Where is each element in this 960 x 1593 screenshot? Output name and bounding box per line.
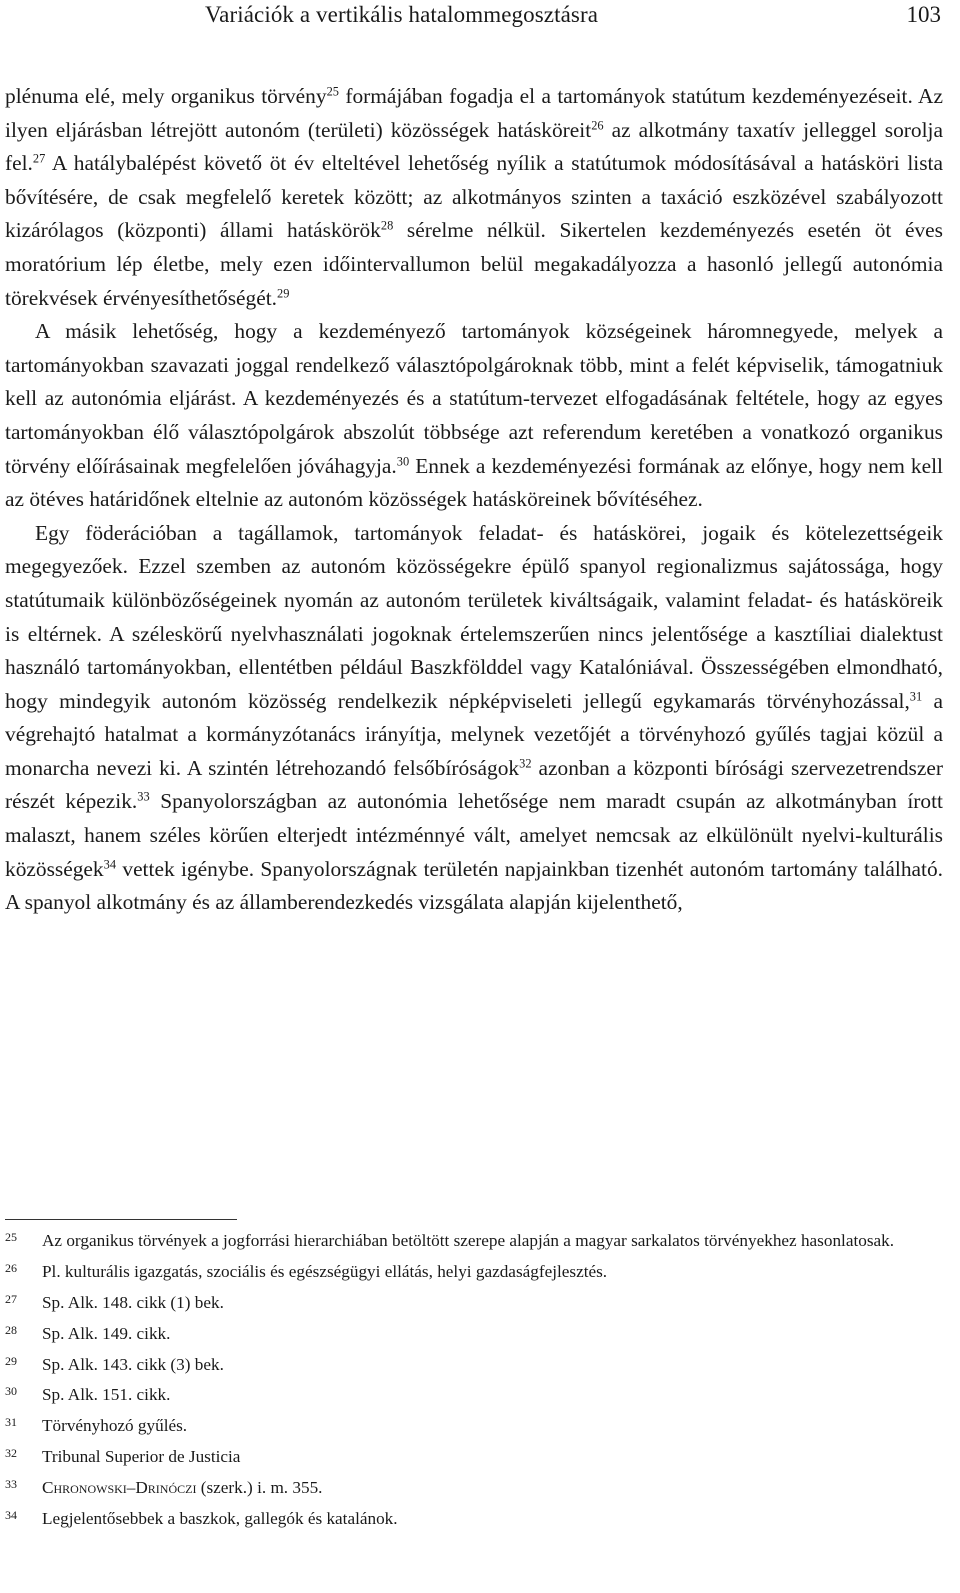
- body-text: [5, 80, 943, 920]
- footnote-text: Sp. Alk. 151. cikk.: [42, 1385, 171, 1405]
- footnote-number: 34: [5, 1508, 17, 1523]
- footnote: [5, 1412, 940, 1441]
- p1-text-1: plénuma elé, mely organikus törvény: [5, 84, 327, 108]
- footnote-ref-33: 33: [137, 789, 150, 804]
- footnote-number: 28: [5, 1322, 17, 1337]
- footnote-number: 27: [5, 1291, 17, 1306]
- p3-text-5: vettek igénybe. Spanyolországnak területén napjainkban tizenhét autonóm tartomány található. A spanyol alkotmány és az államberendezkedés vizsgálata alapján kijelenthető,: [5, 856, 943, 915]
- p3-text-2: a végrehajtó hatalmat a kormányzótanács irányítja, melynek vezetőjét a törvényhozó gyűlés tagjai közül a monarcha nevezi ki. A szintén létrehozandó felsőbíróságok: [5, 688, 943, 780]
- p1-text-3: az alkotmány taxatív jelleggel sorolja fel.: [5, 117, 943, 176]
- footnote-ref-25: 25: [326, 84, 339, 99]
- footnote-number: 30: [5, 1384, 17, 1399]
- footnote-ref-27: 27: [32, 151, 46, 166]
- footnote-number: 33: [5, 1477, 17, 1492]
- p1-text-4: A hatálybalépést követő öt év elteltével lehetőség nyílik a statútumok módosításával a hatásköri lista bővítésére, de csak megfelelő keretek között; az alkotmányos szinten a taxáció eszközével szabályozott kizárólagos (központi) állami hatáskörök: [5, 151, 943, 243]
- p2-text-2: Ennek a kezdeményezési formának az előnye, hogy nem kell az ötéves határidőnek eltelnie az autonóm közösségek hatásköreinek bővítéséhez.: [5, 453, 943, 512]
- footnote: [5, 1505, 940, 1534]
- footnote-text: Tribunal Superior de Justicia: [42, 1447, 241, 1467]
- footnote-number: 31: [5, 1415, 17, 1430]
- footnote-ref-34: 34: [103, 856, 117, 871]
- footnote-ref-31: 31: [909, 689, 923, 703]
- footnote: [5, 1381, 940, 1410]
- footnote: [5, 1258, 940, 1287]
- footnote-text: (szerk.) i. m. 355.: [196, 1478, 323, 1498]
- p3-text-4: Spanyolországban az autonómia lehetősége nem maradt csupán az alkotmányban írott malaszt, hanem széles körűen elterjedt intézménnyé vált, amelyet nemcsak az elkülönült nyelvi-kulturális közösségek: [5, 789, 943, 881]
- footnote: [5, 1474, 940, 1503]
- page-number: 103: [906, 2, 941, 27]
- footnote-number: 29: [5, 1353, 17, 1368]
- footnotes: [5, 1227, 940, 1536]
- footnote: [5, 1227, 940, 1256]
- footnote-ref-32: 32: [519, 756, 532, 771]
- footnote-number: 25: [5, 1230, 17, 1244]
- paragraph-1: [5, 80, 943, 315]
- footnote-text: Sp. Alk. 149. cikk.: [42, 1323, 171, 1343]
- page-header: [0, 0, 960, 40]
- p3-text-3: azonban a központi bírósági szervezetrendszer részét képezik.: [5, 755, 943, 814]
- p3-text-1: Egy föderációban a tagállamok, tartományok feladat- és hatáskörei, jogaik és kötelezettségeik megegyezőek. Ezzel szemben az autonóm közösségekre épülő spanyol regionalizmus sajátossága, hogy statútumaik különbözőségeinek nyomán az autonóm területek kiváltságaik, valamint feladat- és hatásköreik is eltérnek. A széleskörű nyelvhasználati jogoknak értelemszerűen nincs jelentősége a kasztíliai dialektust használó tartományokban, ellentétben például Baszkfölddel vagy Katalóniával. Összességében elmondható, hogy mindegyik autonóm közösség rendelkezik népképviseleti jellegű egykamarás törvényhozással,: [5, 520, 943, 713]
- paragraph-2: [5, 315, 943, 517]
- footnote: [5, 1289, 940, 1318]
- footnote-text: Sp. Alk. 148. cikk (1) bek.: [42, 1292, 224, 1312]
- footnote-number: 32: [5, 1446, 17, 1461]
- footnote-ref-26: 26: [591, 117, 604, 132]
- p1-text-2: formájában fogadja el a tartományok statútum kezdeményezéseit. Az ilyen eljárásban létrejött autonóm (területi) közösségek hatásköreit: [5, 84, 943, 142]
- paragraph-3: [5, 517, 943, 920]
- footnote-text: Pl. kulturális igazgatás, szociális és egészségügyi ellátás, helyi gazdaságfejlesztés.: [42, 1261, 608, 1281]
- footnote-text: Törvényhozó gyűlés.: [42, 1416, 188, 1436]
- footnote: [5, 1443, 940, 1472]
- footnote-number: 26: [5, 1260, 17, 1275]
- p1-text-5: sérelme nélkül. Sikertelen kezdeményezés esetén öt éves moratórium lép életbe, mely ezen időintervallumon belül megakadályozza a hasonló jellegű autonómia törekvések érvényesíthetőségét.: [5, 218, 943, 310]
- footnote-text: Sp. Alk. 143. cikk (3) bek.: [42, 1354, 224, 1374]
- footnote-ref-30: 30: [396, 453, 410, 468]
- footnote: [5, 1320, 940, 1349]
- footnote-separator: [5, 1219, 237, 1220]
- p2-text-1: A másik lehetőség, hogy a kezdeményező tartományok községeinek háromnegyede, melyek a tartományokban szavazati joggal rendelkező választópolgároknak több, mint a felét képviselik, támogatniuk kell az autonómia eljárást. A kezdeményezés és a statútum-tervezet elfogadásának feltétele, hogy az egyes tartományokban élő választópolgárok abszolút többsége azt referendum keretében a vonatkozó organikus törvény előírásainak megfelelően jóváhagyja.: [5, 319, 943, 478]
- footnote-ref-28: 28: [380, 218, 394, 233]
- footnote: [5, 1351, 940, 1380]
- footnote-text: Legjelentősebbek a baszkok, gallegók és katalánok.: [42, 1509, 398, 1529]
- running-title: Variációk a vertikális hatalommegosztásra: [205, 2, 599, 27]
- footnote-text: Az organikus törvények a jogforrási hierarchiában betöltött szerepe alapján a magyar sarkalatos törvényekhez hasonlatosak.: [42, 1231, 895, 1250]
- footnote-ref-29: 29: [277, 285, 290, 300]
- footnote-author: Chronowski–Drinóczi: [42, 1478, 197, 1498]
